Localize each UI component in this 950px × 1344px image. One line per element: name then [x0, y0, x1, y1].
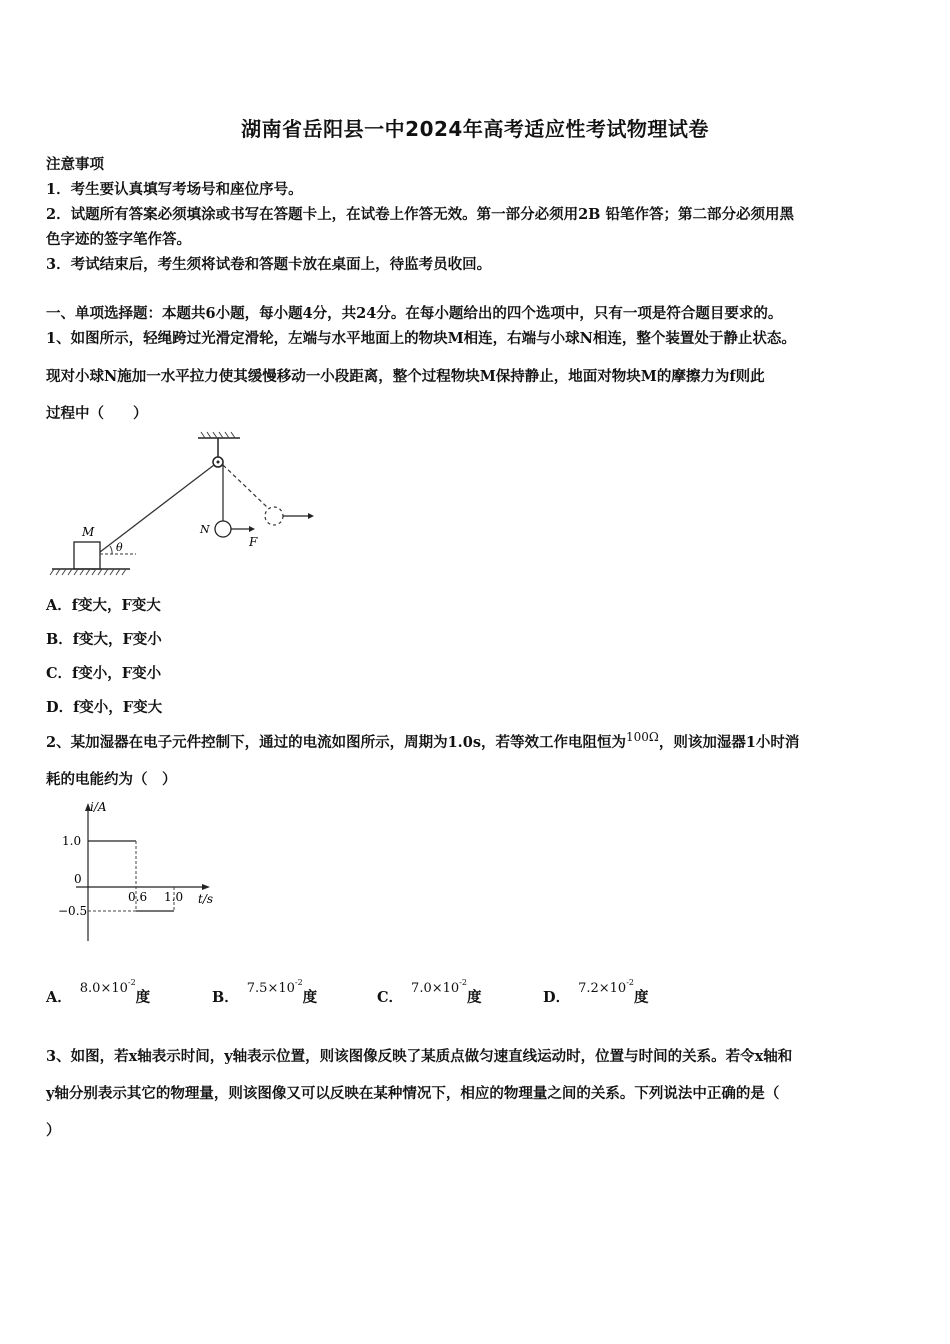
question-1-text: 1、如图所示，轻绳跨过光滑定滑轮，左端与水平地面上的物块M相连，右端与小球N相连，整个装置处于静止状态。 — [46, 330, 796, 347]
option-c: C．f变小，F变小 — [46, 665, 162, 682]
question-2-text-b: ，则该加湿器1小时消 — [658, 734, 800, 751]
notice-item: 色字迹的签字笔作答。 — [46, 231, 191, 248]
option-exponent: -2 — [294, 978, 303, 987]
x-tick-2: 1.0 — [164, 890, 184, 904]
y-axis-label: i/A — [90, 800, 107, 814]
option-exponent: -2 — [626, 978, 634, 987]
x-axis-label: t/s — [198, 892, 214, 906]
option-c — [377, 978, 482, 1007]
notice-item: 1．考生要认真填写考场号和座位序号。 — [46, 181, 303, 198]
question-3-text: y轴分别表示其它的物理量，则该图像又可以反映在某种情况下，相应的物理量之间的关系。下列说法中正确的是（ — [46, 1085, 780, 1102]
ball-n — [215, 521, 231, 537]
option-a — [46, 978, 151, 1007]
question-3-text: ） — [46, 1122, 61, 1139]
option-letter: D． — [543, 989, 571, 1006]
option-b — [212, 978, 318, 1007]
option-value: 7.2×10 — [578, 981, 627, 996]
option-unit: 度 — [633, 989, 649, 1006]
question-1-text: 现对小球N施加一水平拉力使其缓慢移动一小段距离，整个过程物块M保持静止，地面对物块M的摩擦力为f则此 — [46, 368, 765, 385]
y-tick-top: 1.0 — [62, 834, 82, 848]
label-f: F — [249, 535, 258, 549]
question-3-text: 3、如图，若x轴表示时间，y轴表示位置，则该图像反映了某质点做匀速直线运动时，位置与时间的关系。若令x轴和 — [46, 1048, 793, 1065]
current-graph — [46, 795, 236, 950]
option-d — [543, 978, 649, 1007]
question-1-text: 过程中（ ） — [46, 405, 148, 422]
option-unit: 度 — [135, 989, 151, 1006]
question-2-text: 耗的电能约为（ ） — [46, 771, 177, 788]
option-unit: 度 — [466, 989, 482, 1006]
option-exponent: -2 — [459, 978, 467, 987]
question-2-text-a: 2、某加湿器在电子元件控制下，通过的电流如图所示，周期为1.0s，若等效工作电阻恒为 — [46, 734, 626, 751]
y-tick-zero: 0 — [74, 872, 82, 886]
option-exponent: -2 — [127, 978, 136, 987]
option-b: B．f变大，F变小 — [46, 631, 162, 648]
block-m — [74, 542, 100, 569]
label-theta: θ — [116, 541, 123, 554]
option-value: 7.5×10 — [246, 981, 295, 996]
label-n: N — [200, 523, 210, 536]
notice-item: 3．考试结束后，考生须将试卷和答题卡放在桌面上，待监考员收回。 — [46, 256, 492, 273]
option-value: 7.0×10 — [411, 981, 460, 996]
resistance-value: 100Ω — [625, 730, 659, 744]
label-m: M — [82, 525, 95, 539]
option-letter: A． — [46, 989, 72, 1006]
notice-item: 2．试题所有答案必须填涂或书写在答题卡上，在试卷上作答无效。第一部分必须用2B 铅笔作答；第二部分必须用黑 — [46, 206, 794, 223]
page-title: 湖南省岳阳县一中2024年高考适应性考试物理试卷 — [241, 117, 709, 141]
section-heading: 一、单项选择题：本题共6小题，每小题4分，共24分。在每小题给出的四个选项中，只有一项是符合题目要求的。 — [46, 305, 783, 322]
option-letter: B． — [212, 989, 239, 1006]
option-unit: 度 — [302, 989, 318, 1006]
ball-n-displaced — [265, 507, 283, 525]
option-value: 8.0×10 — [79, 981, 128, 996]
option-a: A．f变大，F变大 — [46, 597, 161, 614]
y-tick-neg: −0.5 — [58, 904, 88, 918]
x-tick-1: 0.6 — [128, 890, 148, 904]
option-letter: C． — [377, 989, 404, 1006]
pulley-diagram — [46, 430, 326, 580]
option-d: D．f变小，F变大 — [46, 699, 163, 716]
notice-heading: 注意事项 — [46, 156, 104, 173]
question-2-text — [46, 731, 911, 752]
